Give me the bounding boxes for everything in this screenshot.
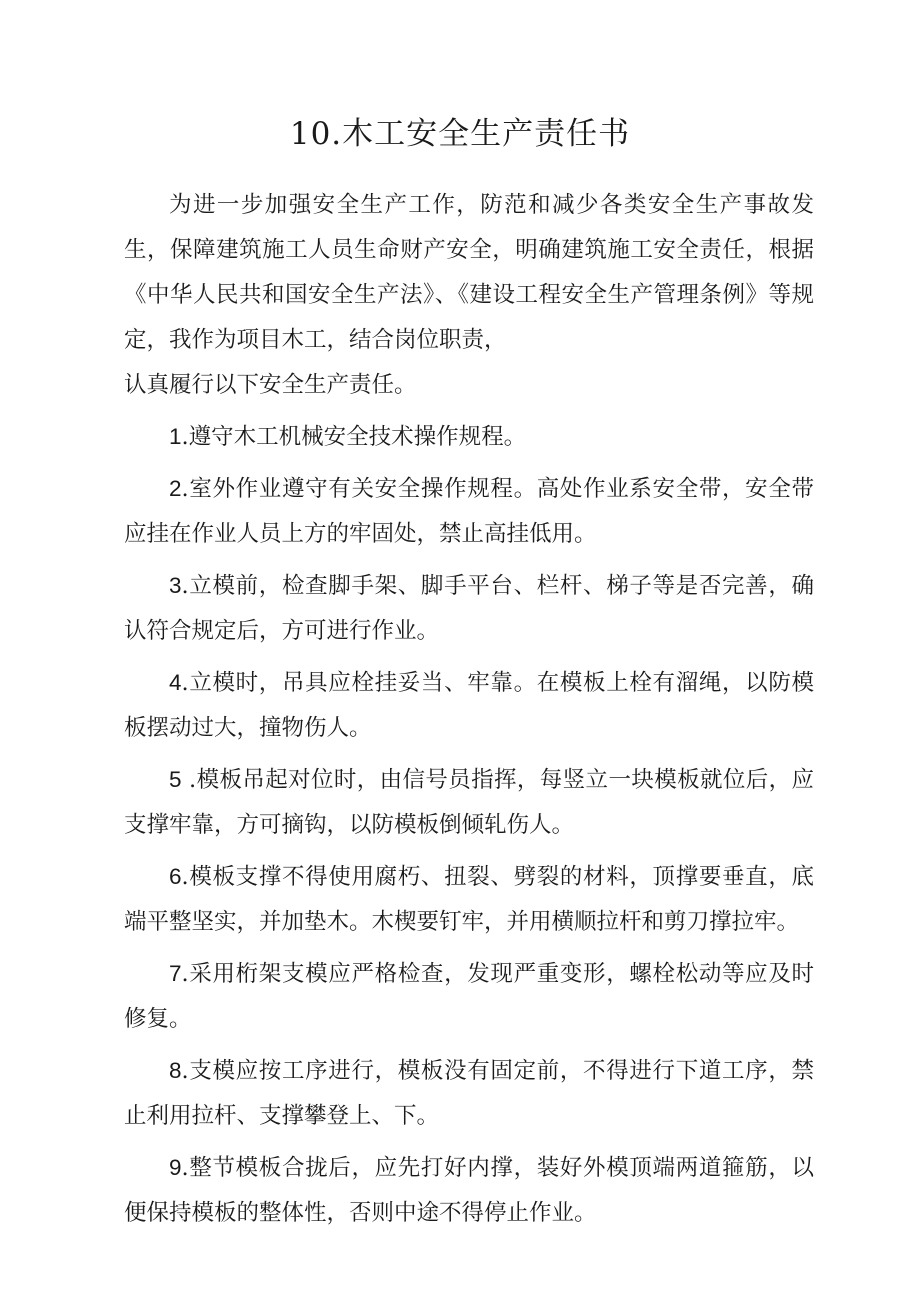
item-text: .模板支撑不得使用腐朽、扭裂、劈裂的材料，顶撑要垂直，底端平整坚实，并加垫木。木楔要钉牢，并用横顺拉杆和剪刀撑拉牢。 <box>124 864 814 935</box>
item-text: .支模应按工序进行，模板没有固定前，不得进行下道工序，禁止利用拉杆、支撑攀登上、下。 <box>124 1058 814 1129</box>
document-body <box>124 183 814 1242</box>
item-text: .遵守木工机械安全技术操作规程。 <box>181 424 527 450</box>
item-text: .采用桁架支模应严格检查，发现严重变形，螺栓松动等应及时修复。 <box>124 961 814 1032</box>
list-item <box>124 1145 814 1236</box>
item-number: 7 <box>169 961 182 986</box>
intro-closing-line: 认真履行以下安全生产责任。 <box>124 372 417 398</box>
item-number: 8 <box>169 1058 182 1083</box>
document-title: 10.木工安全生产责任书 <box>289 116 631 152</box>
list-item <box>124 414 814 460</box>
item-text: .室外作业遵守有关安全操作规程。高处作业系安全带，安全带应挂在作业人员上方的牢固处，禁止高挂低用。 <box>124 476 814 547</box>
list-item <box>124 563 814 654</box>
item-text: .立模前，检查脚手架、脚手平台、栏杆、梯子等是否完善，确认符合规定后，方可进行作业。 <box>124 573 814 644</box>
list-item <box>124 466 814 557</box>
list-item <box>124 951 814 1042</box>
item-number: 4 <box>169 670 182 695</box>
item-number: 3 <box>169 573 182 598</box>
list-item <box>124 660 814 751</box>
item-number: 9 <box>169 1155 182 1180</box>
list-item <box>124 1048 814 1139</box>
responsibility-list <box>124 414 814 1236</box>
item-text: .模板吊起对位时，由信号员指挥，每竖立一块模板就位后，应支撑牢靠，方可摘钩，以防模板倒倾轧伤人。 <box>124 767 814 838</box>
intro-paragraph: 为进一步加强安全生产工作，防范和减少各类安全生产事故发生，保障建筑施工人员生命财产安全，明确建筑施工安全责任，根据《中华人民共和国安全生产法》、《建设工程安全生产管理条例》等规定，我作为项目木工，结合岗位职责， <box>124 192 814 353</box>
item-number: 2 <box>169 476 182 501</box>
item-number: 1 <box>169 424 182 449</box>
item-text: .立模时，吊具应栓挂妥当、牢靠。在模板上栓有溜绳，以防模板摆动过大，撞物伤人。 <box>124 670 814 741</box>
list-item <box>124 757 814 848</box>
item-number: 6 <box>169 864 182 889</box>
list-item <box>124 854 814 945</box>
item-text: .整节模板合拢后，应先打好内撑，装好外模顶端两道箍筋，以便保持模板的整体性，否则中途不得停止作业。 <box>124 1155 814 1226</box>
item-number: 5 <box>169 767 182 792</box>
